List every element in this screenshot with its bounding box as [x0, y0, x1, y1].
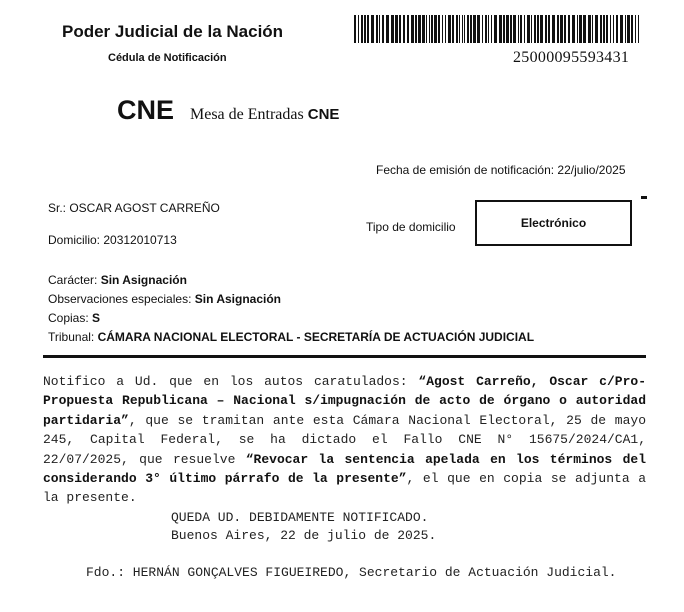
caracter-label: Carácter:	[48, 273, 98, 287]
closing-place-date: Buenos Aires, 22 de julio de 2025.	[171, 528, 437, 543]
tribunal-label: Tribunal:	[48, 330, 95, 344]
office-prefix: Mesa de Entradas	[190, 106, 304, 123]
body-part3: , el que en copia se adjunta a la presente.	[43, 471, 647, 506]
field-caracter	[48, 273, 187, 287]
court-code: CNE	[117, 95, 175, 125]
org-title: Poder Judicial de la Nación	[62, 22, 284, 41]
body-part2: , que se tramitan ante esta Cámara Nacional Electoral, 25 de mayo 245, Capital Federal, se ha dictado el Fallo CNE N° 15675/2024/CA1, 22/07/2025, que resuelve	[43, 412, 646, 467]
tribunal-value: CÁMARA NACIONAL ELECTORAL - SECRETARÍA DE ACTUACIÓN JUDICIAL	[97, 330, 535, 344]
resolution-text: “Revocar la sentencia apelada en los términos del considerando 3° último párrafo de la presente”	[43, 451, 646, 487]
corner-mark	[641, 196, 647, 199]
emission-date: Fecha de emisión de notificación: 22/julio/2025	[376, 163, 626, 177]
copias-value: S	[92, 311, 101, 325]
document-type: Cédula de Notificación	[108, 52, 227, 64]
caracter-value: Sin Asignación	[100, 273, 187, 287]
copias-label: Copias:	[48, 311, 89, 325]
notification-body	[43, 372, 646, 508]
office-line	[190, 106, 339, 124]
closing-notice: QUEDA UD. DEBIDAMENTE NOTIFICADO.	[171, 510, 429, 525]
office-code: CNE	[307, 106, 340, 123]
signature-line: Fdo.: HERNÁN GONÇALVES FIGUEIREDO, Secretario de Actuación Judicial.	[86, 565, 617, 580]
obs-label: Observaciones especiales:	[48, 292, 192, 306]
body-part1: Notifico a Ud. que en los autos caratulados:	[43, 374, 419, 389]
document-number: 25000095593431	[513, 49, 630, 66]
domicile-type-value: Electrónico	[475, 200, 632, 246]
recipient-name: Sr.: OSCAR AGOST CARREÑO	[48, 201, 220, 215]
recipient-domicile: Domicilio: 20312010713	[48, 233, 177, 247]
section-divider	[43, 355, 646, 358]
obs-value: Sin Asignación	[194, 292, 281, 306]
field-tribunal	[48, 330, 534, 344]
field-copias	[48, 311, 100, 325]
case-title: “Agost Carreño, Oscar c/Pro-Propuesta Republicana – Nacional s/impugnación de acto de órgano o autoridad partidaria”	[43, 374, 646, 428]
barcode-image	[354, 15, 639, 43]
domicile-type-label: Tipo de domicilio	[366, 220, 456, 234]
field-observaciones	[48, 292, 281, 306]
